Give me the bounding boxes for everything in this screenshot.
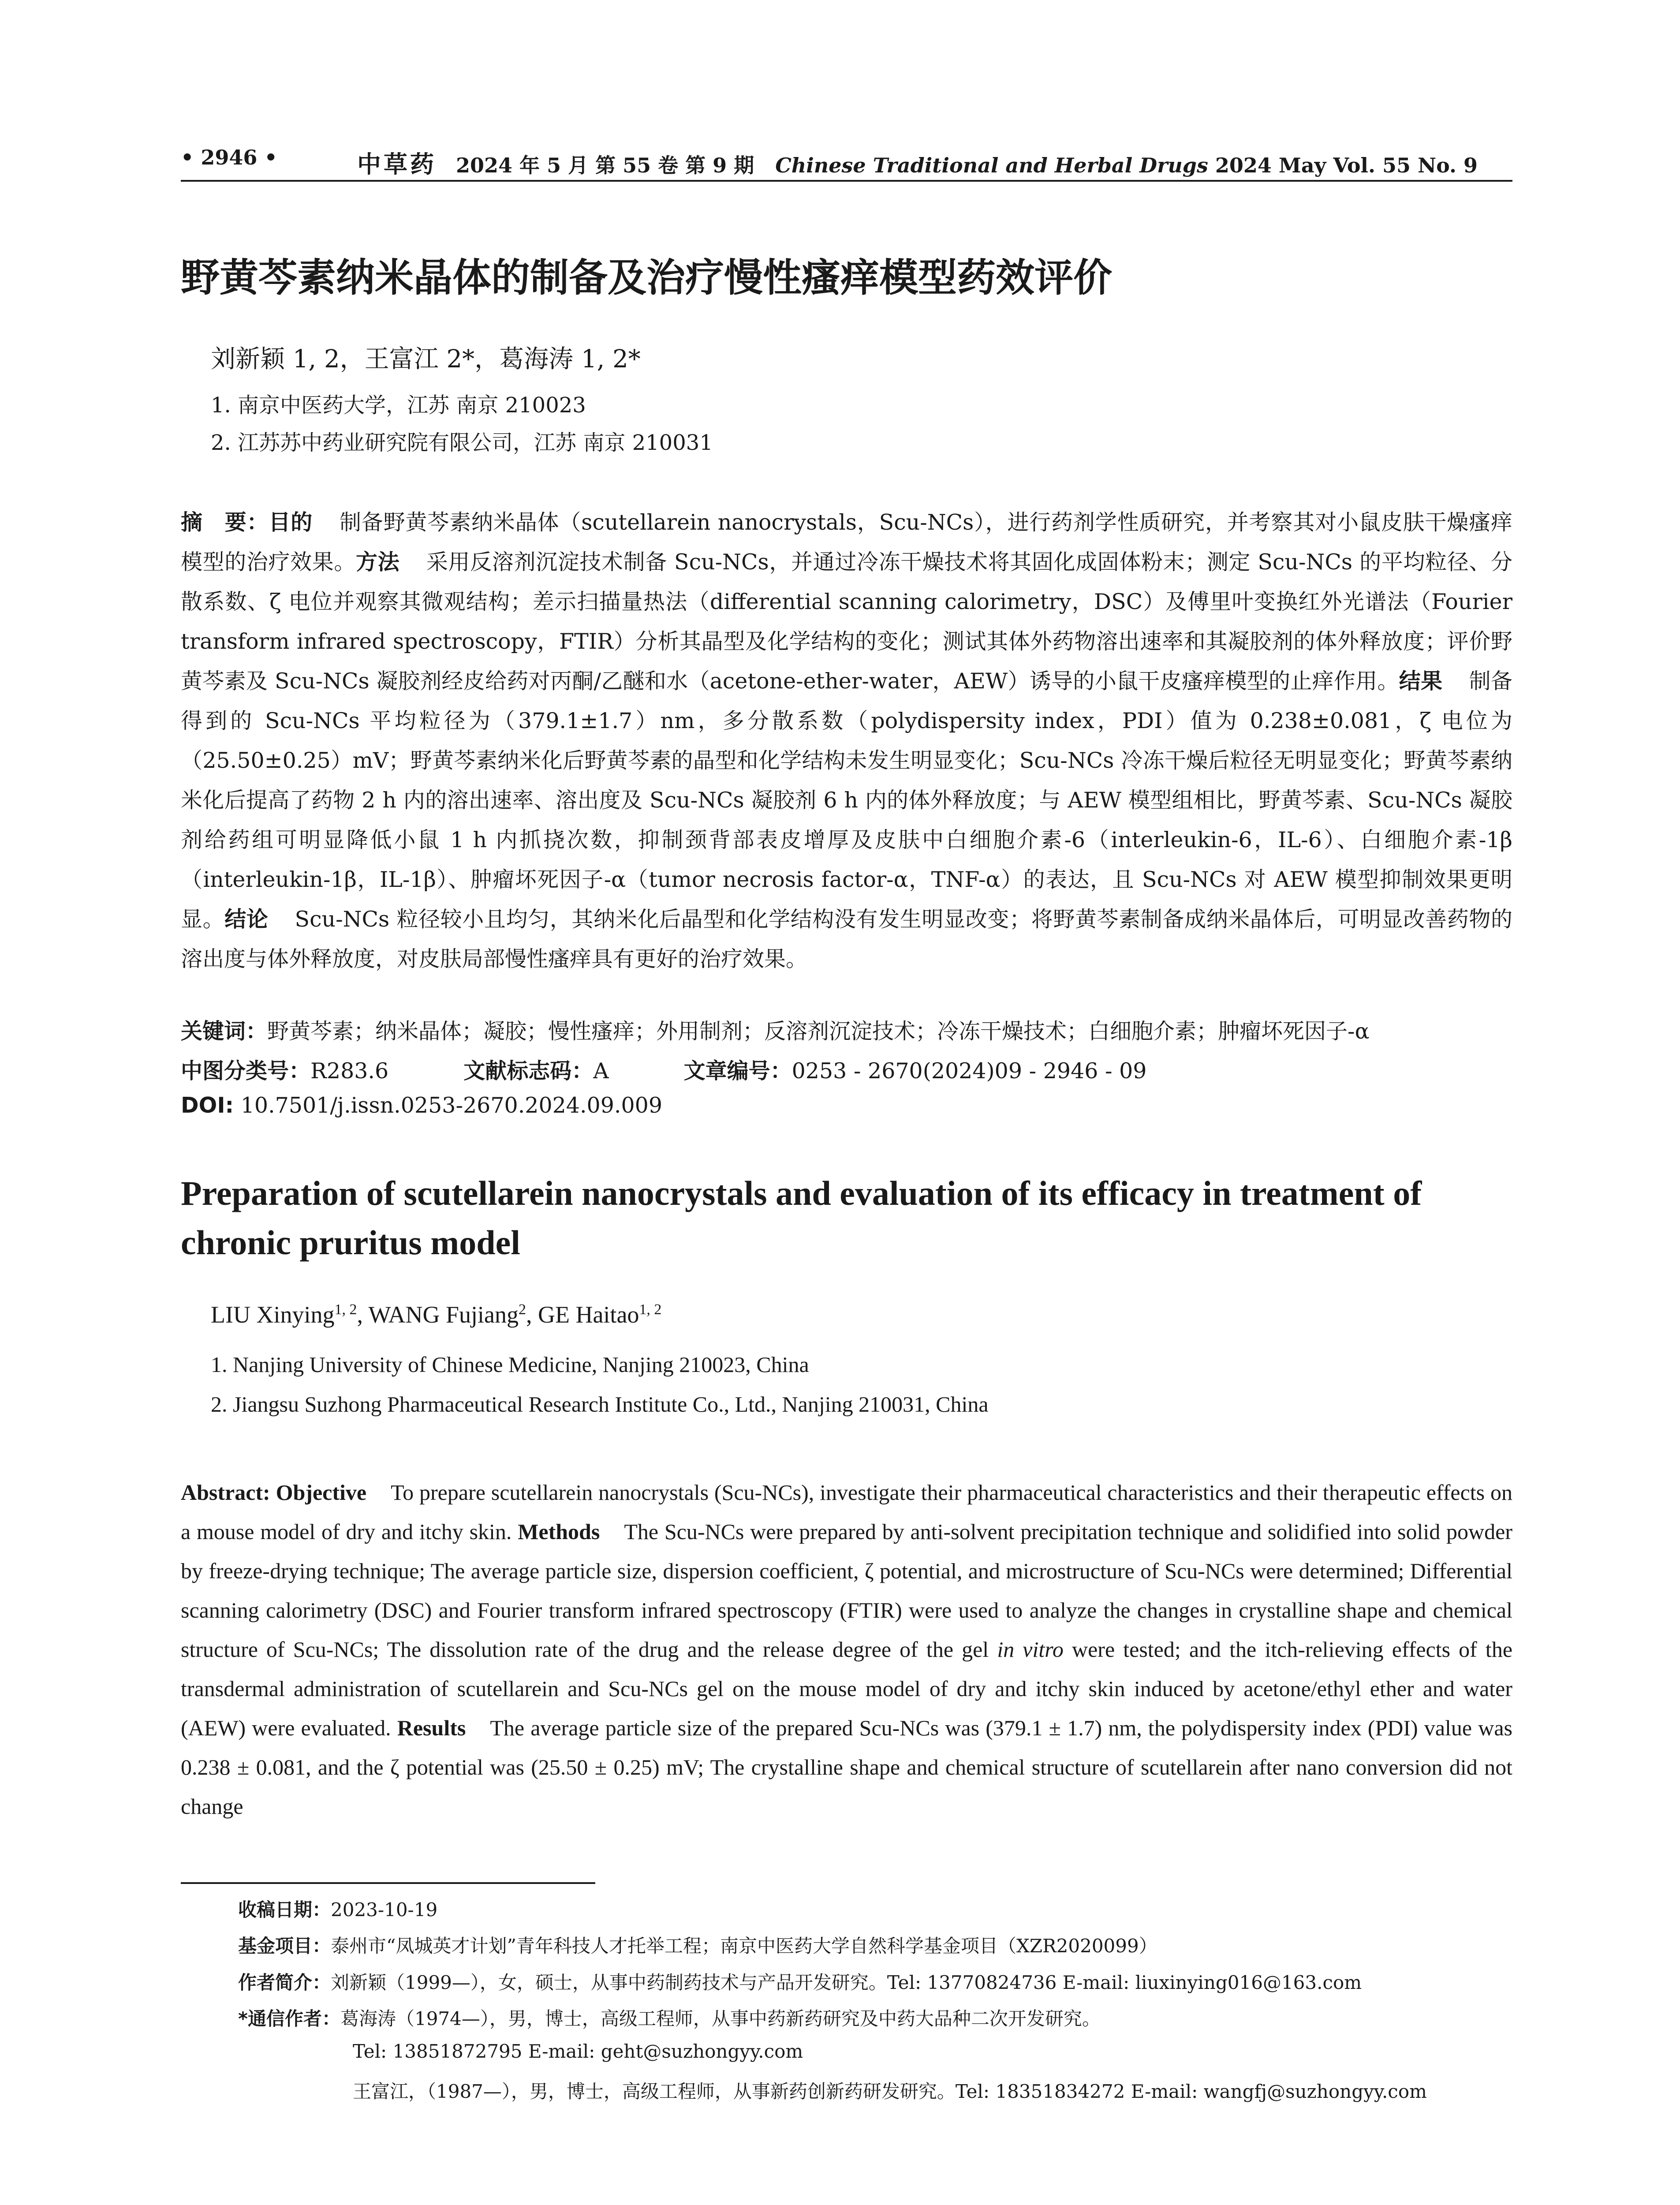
doi-label: DOI: <box>181 1093 234 1118</box>
chinese-title: 野黄芩素纳米晶体的制备及治疗慢性瘙痒模型药效评价 <box>181 255 1113 300</box>
en-objective-label: Objective <box>276 1480 367 1505</box>
en-methods-italic: in vitro <box>997 1637 1064 1662</box>
abstract-label: 摘 要： <box>181 510 269 535</box>
en-results-label: Results <box>397 1715 466 1740</box>
footnote-fund <box>238 1932 1157 1958</box>
footnote-author-bio <box>238 1968 1362 1995</box>
objective-text: 制备野黄芩素纳米晶体（scutellarein nanocrystals，Scu-NCs），进行药剂学性质研究，并考察其对小鼠皮肤干燥瘙痒模型的治疗效果。 <box>181 510 1512 575</box>
page-number: • 2946 • <box>181 146 277 169</box>
author-bio-label: 作者简介： <box>238 1972 331 1993</box>
author-2: WANG Fujiang <box>368 1301 519 1328</box>
doi-line <box>181 1093 662 1118</box>
journal-line <box>357 146 1478 179</box>
english-authors: LIU Xinying$^{1, 2}$, WANG Fujiang$^2$, GE Haitao$^{1, 2}$ <box>211 1301 662 1328</box>
methods-text: 采用反溶剂沉淀技术制备 Scu-NCs，并通过冷冻干燥技术将其固化成固体粉末；测定 Scu-NCs 的平均粒径、分散系数、ζ 电位并观察其微观结构；差示扫描量热法（differential scanning calorimetry，DSC）及傅里叶变换红外光谱法（Fourier transform infrared spectroscopy，FTIR）分析其晶型及化学结构的变化；测试其体外药物溶出速率和其凝胶剂的体外释放度；评价野黄芩素及 Scu-NCs 凝胶剂经皮给药对丙酮/乙醚和水（acetone-ether-water，AEW）诱导的小鼠干皮瘙痒模型的止痒作用。 <box>181 549 1512 694</box>
journal-name-en: Chinese Traditional and Herbal Drugs <box>775 153 1208 177</box>
keywords-text: 野黄芩素；纳米晶体；凝胶；慢性瘙痒；外用制剂；反溶剂沉淀技术；冷冻干燥技术；白细胞介素；肿瘤坏死因子-α <box>267 1019 1370 1044</box>
chinese-abstract <box>181 503 1512 979</box>
keywords-label: 关键词： <box>181 1019 268 1044</box>
english-abstract <box>181 1473 1512 1826</box>
english-title: Preparation of scutellarein nanocrystals and evaluation of its efficacy in treatment of chronic pruritus model <box>181 1174 1422 1262</box>
corresponding-text: 葛海涛（1974—），男，博士，高级工程师，从事中药新药研究及中药大品种二次开发研究。 <box>340 2008 1101 2029</box>
class-label: 中图分类号： <box>181 1058 311 1084</box>
article-no-value: 0253 - 2670(2024)09 - 2946 - 09 <box>791 1058 1147 1084</box>
journal-logo: 中草药 <box>357 150 437 178</box>
footnote-corresponding-contact: Tel: 13851872795 E-mail: geht@suzhongyy.com <box>353 2041 803 2062</box>
author-1: LIU Xinying <box>211 1301 335 1328</box>
footnote-received <box>238 1895 437 1922</box>
conclusion-label: 结论 <box>224 907 269 932</box>
fund-text: 泰州市“凤城英才计划”青年科技人才托举工程；南京中医药大学自然科学基金项目（XZR2020099） <box>331 1935 1157 1957</box>
received-label: 收稿日期： <box>238 1899 331 1921</box>
doi-value[interactable]: 10.7501/j.issn.0253-2670.2024.09.009 <box>240 1093 662 1118</box>
doc-code-value: A <box>593 1058 609 1084</box>
methods-label: 方法 <box>356 549 400 575</box>
english-affiliation-2: 2. Jiangsu Suzhong Pharmaceutical Research Institute Co., Ltd., Nanjing 210031, China <box>211 1392 989 1416</box>
doc-code-label: 文献标志码： <box>463 1058 594 1084</box>
results-text: 制备得到的 Scu-NCs 平均粒径为（379.1±1.7）nm，多分散系数（polydispersity index，PDI）值为 0.238±0.081，ζ 电位为（25.50±0.25）mV；野黄芩素纳米化后野黄芩素的晶型和化学结构未发生明显变化；Scu-NCs 冷冻干燥后粒径无明显变化；野黄芩素纳米化后提高了药物 2 h 内的溶出速率、溶出度及 Scu-NCs 凝胶剂 6 h 内的体外释放度；与 AEW 模型组相比，野黄芩素、Scu-NCs 凝胶剂给药组可明显降低小鼠 1 h 内抓挠次数，抑制颈背部表皮增厚及皮肤中白细胞介素-6（interleukin-6，IL-6）、白细胞介素-1β（interleukin-1β，IL-1β）、肿瘤坏死因子-α（tumor necrosis factor-α，TNF-α）的表达，且 Scu-NCs 对 AEW 模型抑制效果更明显。 <box>181 669 1512 932</box>
journal-issue-en: 2024 May Vol. 55 No. 9 <box>1215 153 1478 177</box>
chinese-affiliation-1: 1. 南京中医药大学，江苏 南京 210023 <box>211 393 586 418</box>
footnote-corresponding <box>238 2004 1101 2031</box>
conclusion-text: Scu-NCs 粒径较小且均匀，其纳米化后晶型和化学结构没有发生明显改变；将野黄芩素制备成纳米晶体后，可明显改善药物的溶出度与体外释放度，对皮肤局部慢性瘙痒具有更好的治疗效果。 <box>181 907 1512 972</box>
fund-label: 基金项目： <box>238 1935 331 1957</box>
class-value: R283.6 <box>310 1058 389 1084</box>
classification-line <box>181 1054 1146 1085</box>
corresponding-label: *通信作者： <box>238 2008 340 2029</box>
author-1-affil: 1, 2 <box>334 1301 357 1318</box>
author-2-affil: 2 <box>518 1301 526 1318</box>
chinese-authors: 刘新颖 1, 2，王富江 2*，葛海涛 1, 2* <box>211 345 641 374</box>
en-methods-text-2: were tested; and the itch-relieving effects of the transdermal administration of scutellarein and Scu-NCs gel on the mouse model of dry and itchy skin induced by acetone/ethyl ether and water (AEW) were evaluated. <box>181 1637 1513 1740</box>
english-affiliation-1: 1. Nanjing University of Chinese Medicine, Nanjing 210023, China <box>211 1352 809 1377</box>
en-methods-text-1: The Scu-NCs were prepared by anti-solvent precipitation technique and solidified into solid powder by freeze-drying technique; The average particle size, dispersion coefficient, ζ potential, and microstructure of Scu-NCs were determined; Differential scanning calorimetry (DSC) and Fourier transform infrared spectroscopy (FTIR) were used to analyze the changes in crystalline shape and chemical structure of Scu-NCs; The dissolution rate of the drug and the release degree of the gel <box>181 1519 1513 1662</box>
en-results-text: The average particle size of the prepared Scu-NCs was (379.1 ± 1.7) nm, the polydispersity index (PDI) value was 0.238 ± 0.081, and the ζ potential was (25.50 ± 0.25) mV; The crystalline shape and chemical structure of scutellarein after nano conversion did not change <box>181 1715 1512 1819</box>
en-objective-text: To prepare scutellarein nanocrystals (Scu-NCs), investigate their pharmaceutical characteristics and their therapeutic effects on a mouse model of dry and itchy skin. <box>181 1480 1512 1544</box>
author-3: GE Haitao <box>538 1301 639 1328</box>
author-3-affil: 1, 2 <box>639 1301 662 1318</box>
results-label: 结果 <box>1399 669 1443 694</box>
journal-issue-cn: 2024 年 5 月 第 55 卷 第 9 期 <box>456 153 754 177</box>
footnote-divider <box>181 1882 595 1884</box>
keywords <box>181 1014 1370 1045</box>
en-abstract-label: Abstract: <box>181 1480 270 1505</box>
footnote-second-corresponding: 王富江，（1987—），男，博士，高级工程师，从事新药创新药研发研究。Tel: 18351834272 E-mail: wangfj@suzhongyy.com <box>353 2081 1427 2102</box>
en-methods-label: Methods <box>518 1519 600 1544</box>
author-bio-text: 刘新颖（1999—），女，硕士，从事中药制药技术与产品开发研究。Tel: 13770824736 E-mail: liuxinying016@163.com <box>331 1972 1362 1993</box>
running-header <box>181 140 1512 182</box>
article-no-label: 文章编号： <box>683 1058 792 1084</box>
chinese-affiliation-2: 2. 江苏苏中药业研究院有限公司，江苏 南京 210031 <box>211 430 713 455</box>
received-date: 2023-10-19 <box>331 1899 438 1921</box>
objective-label: 目的 <box>269 510 313 535</box>
